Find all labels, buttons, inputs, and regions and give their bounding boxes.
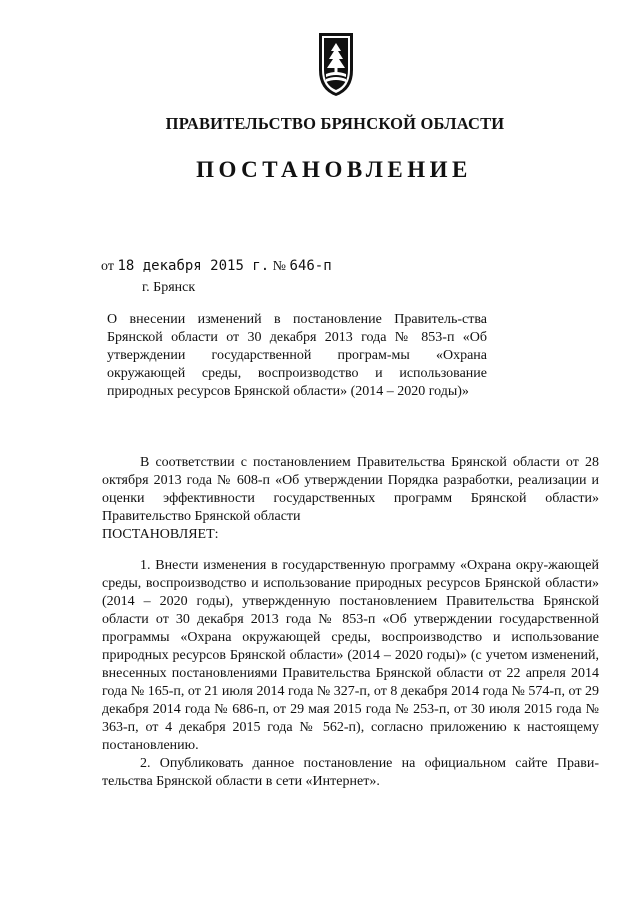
document-subject: О внесении изменений в постановление Правитель-ства Брянской области от 30 декабря 2013 года № 853-п «Об утверждении государственной програм-мы «Охрана окружающей среды, воспроизводство и использование природных ресурсов Брянской области» (2014 – 2020 годы)» [107, 312, 487, 399]
number-value: 646-п [289, 258, 332, 274]
date-value: 18 декабря 2015 г. [117, 258, 270, 274]
date-prefix: от [101, 259, 114, 274]
document-body [102, 454, 599, 791]
document-type-title: ПОСТАНОВЛЕНИЕ [196, 157, 472, 182]
item-1-paragraph: 1. Внести изменения в государственную программу «Охрана окру-жающей среды, воспроизводство и использование природных ресурсов Брянской области» (2014 – 2020 годы), утвержденную постановлением Правительства Брянской области от 30 декабря 2013 года № 853-п «Об утверждении государственной программы «Охрана окружающей среды, воспроизводство и использование природных ресурсов Брянской области» (2014 – 2020 годы)» (с учетом изменений, внесенных постановлениями Правительства Брянской области от 22 апреля 2014 года № 165-п, от 21 июля 2014 года № 327-п, от 8 декабря 2014 года № 574-п, от 29 декабря 2014 года № 686-п, от 29 мая 2015 года № 253-п, от 30 июля 2015 года № 363-п, от 4 декабря 2015 года № 562-п), согласно приложению к настоящему постановлению. [102, 558, 599, 753]
coat-of-arms-icon [312, 30, 360, 98]
date-number-line [101, 258, 332, 275]
item-2-paragraph: 2. Опубликовать данное постановление на официальном сайте Прави-тельства Брянской области в сети «Интернет». [102, 756, 599, 789]
number-prefix: № [272, 259, 287, 274]
organization-title: ПРАВИТЕЛЬСТВО БРЯНСКОЙ ОБЛАСТИ [165, 114, 505, 133]
resolves-label: ПОСТАНОВЛЯЕТ: [102, 527, 219, 542]
city-label: г. Брянск [142, 280, 196, 295]
preamble-paragraph: В соответствии с постановлением Правительства Брянской области от 28 октября 2013 года № 608-п «Об утверждении Порядка разработки, реализации и оценки эффективности государственных программ Брянской области» Правительство Брянской области [102, 455, 599, 524]
